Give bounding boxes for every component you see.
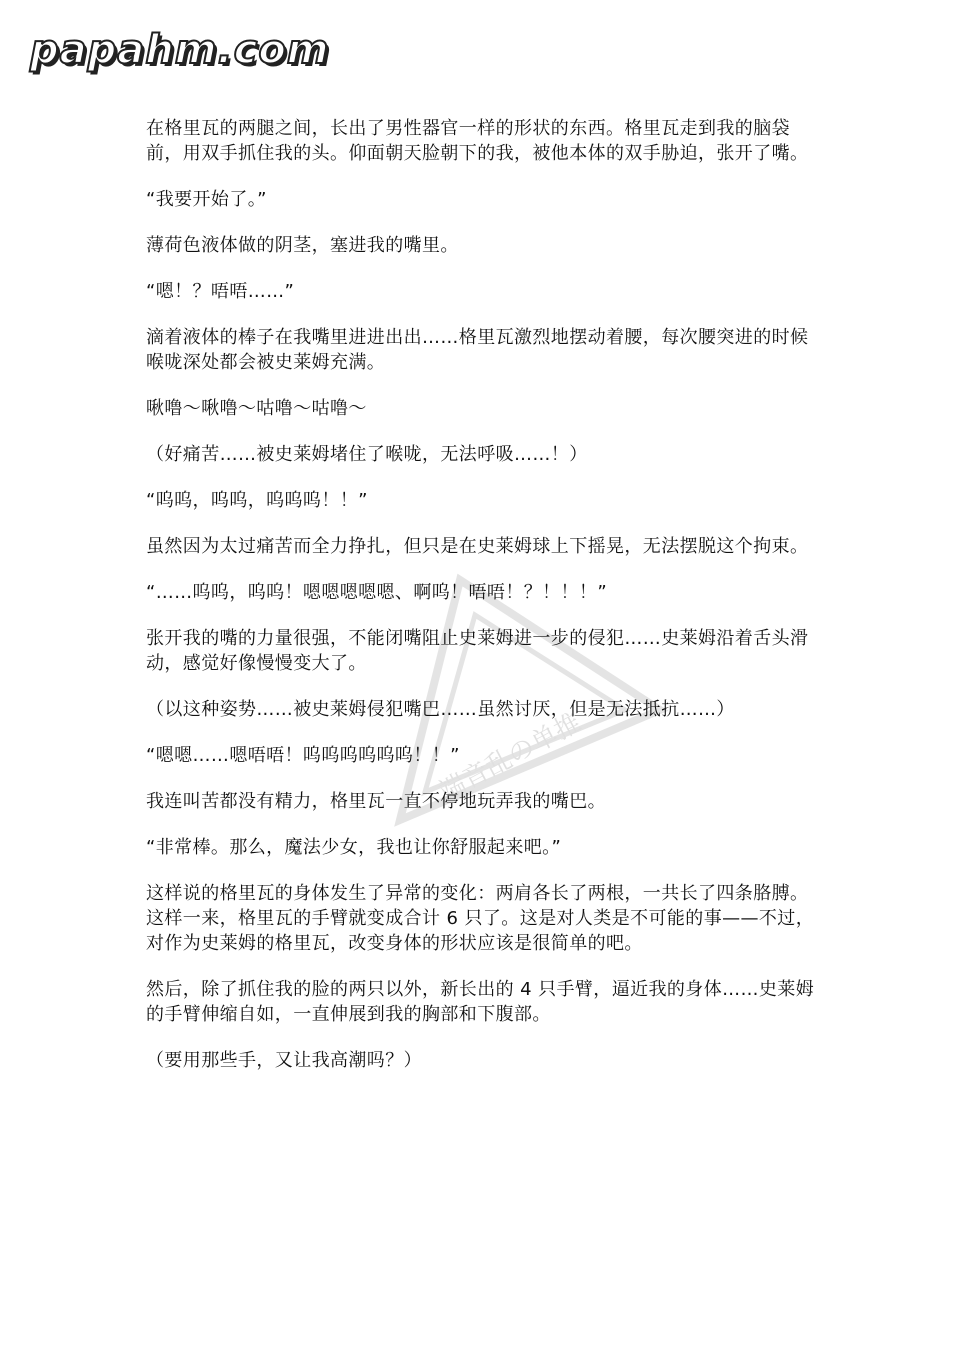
- site-logo: papahm.com: [30, 27, 330, 73]
- paragraph: （要用那些手，又让我高潮吗？）: [146, 1050, 422, 1071]
- paragraph: 这样说的格里瓦的身体发生了异常的变化：两肩各长了两根，一共长了四条胳膊。这样一来，格里瓦的手臂就变成合计 6 只了。这是对人类是不可能的事——不过，对作为史莱姆的格里瓦，改变身体的形状应该是很简单的吧。: [146, 883, 815, 954]
- paragraph: 滴着液体的棒子在我嘴里进进出出……格里瓦激烈地摆动着腰，每次腰突进的时候喉咙深处都会被史莱姆充满。: [146, 327, 809, 373]
- paragraph: “呜呜，呜呜，呜呜呜！！”: [146, 490, 368, 511]
- paragraph: 然后，除了抓住我的脸的两只以外，新长出的 4 只手臂，逼近我的身体……史莱姆的手臂伸缩自如，一直伸展到我的胸部和下腹部。: [146, 979, 815, 1025]
- paragraph: “非常棒。那么，魔法少女，我也让你舒服起来吧。”: [146, 837, 562, 858]
- paragraph: （以这种姿势……被史莱姆侵犯嘴巴……虽然讨厌，但是无法抵抗……）: [146, 699, 735, 720]
- paragraph: “我要开始了。”: [146, 189, 267, 210]
- document-body: [146, 116, 820, 1094]
- paragraph: 在格里瓦的两腿之间，长出了男性器官一样的形状的东西。格里瓦走到我的脑袋前，用双手抓住我的头。仰面朝天脸朝下的我，被他本体的双手胁迫，张开了嘴。: [146, 118, 809, 164]
- paragraph: 我连叫苦都没有精力，格里瓦一直不停地玩弄我的嘴巴。: [146, 791, 606, 812]
- paragraph: 虽然因为太过痛苦而全力挣扎，但只是在史莱姆球上下摇晃，无法摆脱这个拘束。: [146, 536, 809, 557]
- watermark-text: 端音乱の单推: [434, 707, 587, 808]
- paragraph: 薄荷色液体做的阴茎，塞进我的嘴里。: [146, 235, 459, 256]
- paragraph: “嗯！？唔唔……”: [146, 281, 295, 302]
- paragraph: “……呜呜，呜呜！嗯嗯嗯嗯嗯、啊呜！唔唔！？！！！”: [146, 582, 608, 603]
- paragraph: “嗯嗯……嗯唔唔！呜呜呜呜呜呜！！”: [146, 745, 460, 766]
- paragraph: （好痛苦……被史莱姆堵住了喉咙，无法呼吸……！）: [146, 444, 588, 465]
- paragraph: 啾噜～啾噜～咕噜～咕噜～: [146, 398, 367, 419]
- paragraph: 张开我的嘴的力量很强，不能闭嘴阻止史莱姆进一步的侵犯……史莱姆沿着舌头滑动，感觉好像慢慢变大了。: [146, 628, 809, 674]
